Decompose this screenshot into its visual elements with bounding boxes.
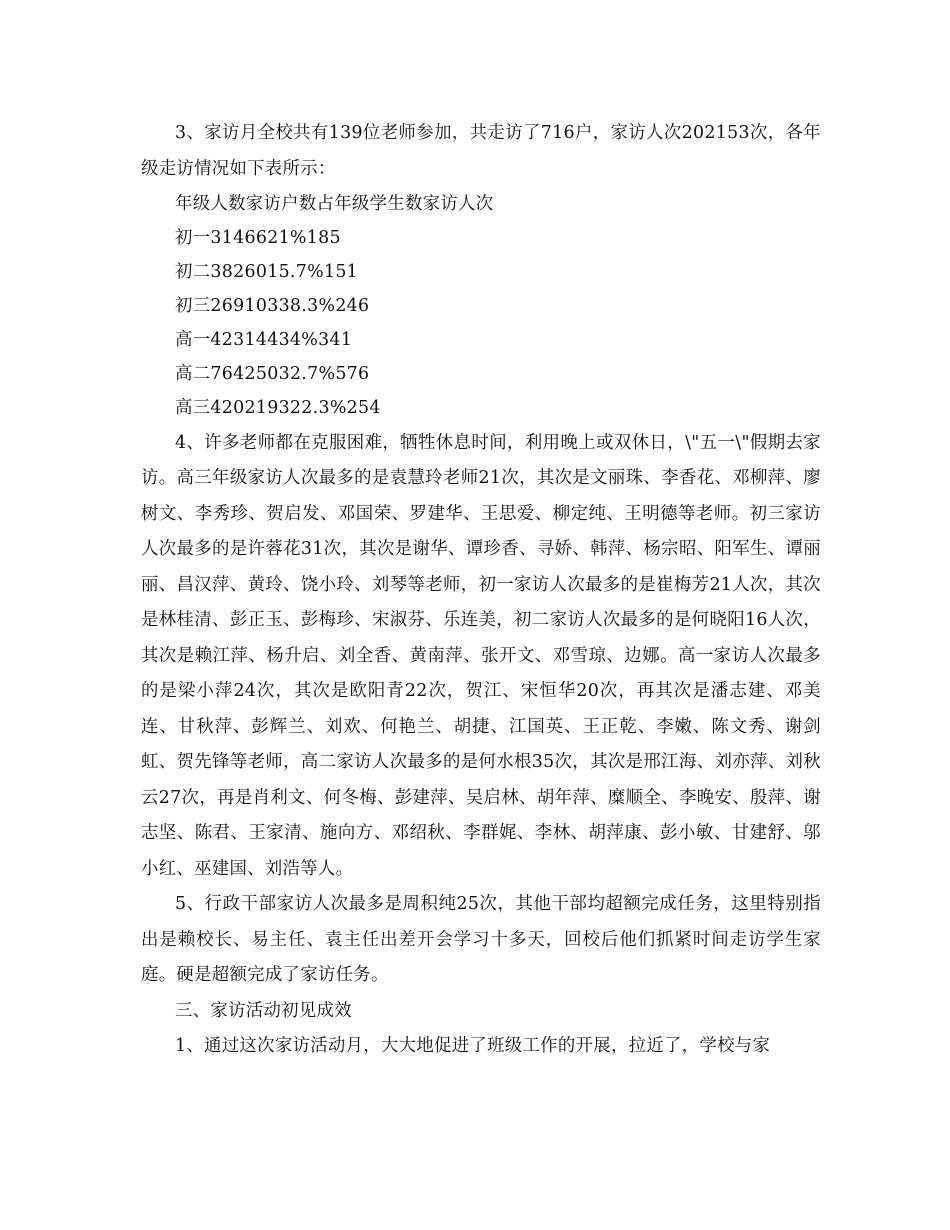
- paragraph-results: 1、通过这次家访活动月，大大地促进了班级工作的开展，拉近了，学校与家: [175, 1036, 771, 1056]
- table-row: 初三26910338.3%246: [175, 296, 370, 316]
- document-body: [141, 116, 821, 1065]
- paragraph-admin-visits: 5、行政干部家访人次最多是周积纯25次，其他干部均超额完成任务，这里特别指出是赖校长、易主任、袁主任出差开会学习十多天，回校后他们抓紧时间走访学生家庭。硬是超额完成了家访任务。: [141, 894, 821, 985]
- paragraph-teacher-visits: 4、许多老师都在克服困难，牺牲休息时间，利用晚上或双休日，\"五一\"假期去家访。高三年级家访人次最多的是袁慧玲老师21次，其次是文丽珠、李香花、邓柳萍、廖树文、李秀珍、贺启发、邓国荣、罗建华、王思爱、柳定纯、王明德等老师。初三家访人次最多的是许蓉花31次，其次是谢华、谭珍香、寻娇、韩萍、杨宗昭、阳军生、谭丽丽、昌汉萍、黄玲、饶小玲、刘琴等老师，初一家访人次最多的是崔梅芳21人次，其次是林桂清、彭正玉、彭梅珍、宋淑芬、乐连美，初二家访人次最多的是何晓阳16人次，其次是赖江萍、杨升启、刘全香、黄南萍、张开文、邓雪琼、边娜。高一家访人次最多的是梁小萍24次，其次是欧阳青22次，贺江、宋恒华20次，再其次是潘志建、邓美连、甘秋萍、彭辉兰、刘欢、何艳兰、胡捷、江国英、王正乾、李嫩、陈文秀、谢剑虹、贺先锋等老师，高二家访人次最多的是何水根35次，其次是邢江海、刘亦萍、刘秋云27次，再是肖利文、何冬梅、彭建萍、吴启林、胡年萍、糜顺全、李晚安、殷萍、谢志坚、陈君、王家清、施向方、邓绍秋、李群娓、李林、胡萍康、彭小敏、甘建舒、邬小红、巫建国、刘浩等人。: [141, 432, 821, 879]
- table-row: 高三420219322.3%254: [175, 398, 381, 418]
- section-heading: 三、家访活动初见成效: [175, 1000, 352, 1021]
- table-row: 高二76425032.7%576: [175, 364, 370, 384]
- table-row: 高一42314434%341: [175, 330, 353, 350]
- table-row: 初二3826015.7%151: [175, 262, 359, 282]
- paragraph-visit-summary: 3、家访月全校共有139位老师参加，共走访了716户，家访人次202153次，各年级走访情况如下表所示：: [141, 123, 821, 179]
- table-header-line: 年级人数家访户数占年级学生数家访人次: [175, 194, 494, 214]
- table-row: 初一3146621%185: [175, 228, 341, 248]
